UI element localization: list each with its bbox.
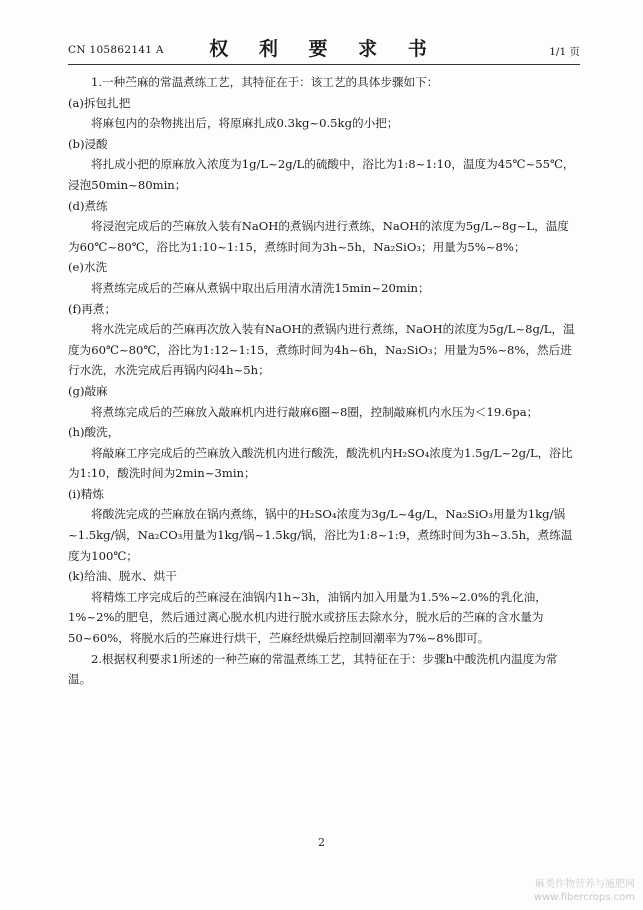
- claims-body: [68, 72, 580, 690]
- site-watermark: [534, 878, 635, 904]
- watermark-line-2: www.fibercrops.com: [533, 892, 635, 903]
- claim-paragraph: 将浸泡完成后的苎麻放入装有NaOH的煮锅内进行煮练，NaOH的浓度为5g/L~8g~L，温度为60℃~80℃，浴比为1:10~1:15，煮练时间为3h~5h，Na₂SiO₃；用量为5%~8%；: [68, 219, 569, 254]
- watermark-line-1: 麻类作物营养与施肥网: [535, 879, 635, 890]
- step-heading: (h)酸洗，: [68, 425, 120, 440]
- claim-paragraph: 将酸洗完成的苎麻放在锅内煮练，锅中的H₂SO₄浓度为3g/L~4g/L，Na₂SiO₃用量为1kg/锅~1.5kg/锅，Na₂CO₃用量为1kg/锅~1.5kg/锅，浴比为1:8~1:9，煮练时间为3h~3.5h，煮练温度为100℃；: [68, 507, 573, 563]
- claim-paragraph: 1.一种苎麻的常温煮练工艺，其特征在于：该工艺的具体步骤如下：: [91, 75, 439, 89]
- step-heading: (a)拆包扎把: [68, 95, 131, 110]
- document-title: 权 利 要 求 书: [209, 38, 439, 60]
- step-heading: (k)给油、脱水、烘干: [68, 569, 177, 584]
- page-header: [68, 30, 580, 65]
- page-number: 2: [318, 836, 325, 849]
- step-heading: (i)精炼: [68, 486, 104, 501]
- step-heading: (b)浸酸: [68, 136, 108, 151]
- step-heading: (d)煮练: [68, 198, 108, 213]
- step-heading: (e)水洗: [68, 260, 108, 275]
- step-heading: (f)再煮；: [68, 301, 117, 316]
- claim-paragraph: 将敲麻工序完成后的苎麻放入酸洗机内进行酸洗，酸洗机内H₂SO₄浓度为1.5g/L~2g/L，浴比为1:10，酸洗时间为2min~3min；: [68, 445, 573, 481]
- patent-number: CN 105862141 A: [68, 44, 164, 56]
- step-heading: (g)敲麻: [68, 383, 108, 398]
- claim-paragraph: 2.根据权利要求1所述的一种苎麻的常温煮练工艺，其特征在于：步骤h中酸洗机内温度为常温。: [68, 651, 558, 687]
- claim-paragraph: 将煮练完成后的苎麻从煮锅中取出后用清水清洗15min~20min；: [91, 280, 430, 295]
- claim-paragraph: 将扎成小把的原麻放入浓度为1g/L~2g/L的硫酸中，浴比为1:8~1:10，温度为45℃~55℃，浸泡50min~80min；: [68, 157, 575, 192]
- page-indicator: 1/1 页: [549, 46, 580, 58]
- claim-paragraph: 将水洗完成后的苎麻再次放入装有NaOH的煮锅内进行煮练，NaOH的浓度为5g/L~8g/L，温度为60℃~80℃，浴比为1:12~1:15，煮练时间为4h~6h，Na₂SiO₃；用量为5%~8%，然后进行水洗，水洗完成后再锅内闷4h~5h；: [68, 322, 575, 378]
- claim-paragraph: 将精炼工序完成后的苎麻浸在油锅内1h~3h，油锅内加入用量为1.5%~2.0%的乳化油，1%~2%的肥皂，然后通过离心脱水机内进行脱水或挤压去除水分，脱水后的苎麻的含水量为50~60%，将脱水后的苎麻进行烘干，苎麻经烘燥后控制回潮率为7%~8%即可。: [68, 589, 547, 646]
- claim-paragraph: 将麻包内的杂物挑出后，将原麻扎成0.3kg~0.5kg的小把；: [91, 116, 399, 131]
- claim-paragraph: 将煮练完成后的苎麻放入敲麻机内进行敲麻6圈~8圈，控制敲麻机内水压为＜19.6pa；: [91, 404, 539, 419]
